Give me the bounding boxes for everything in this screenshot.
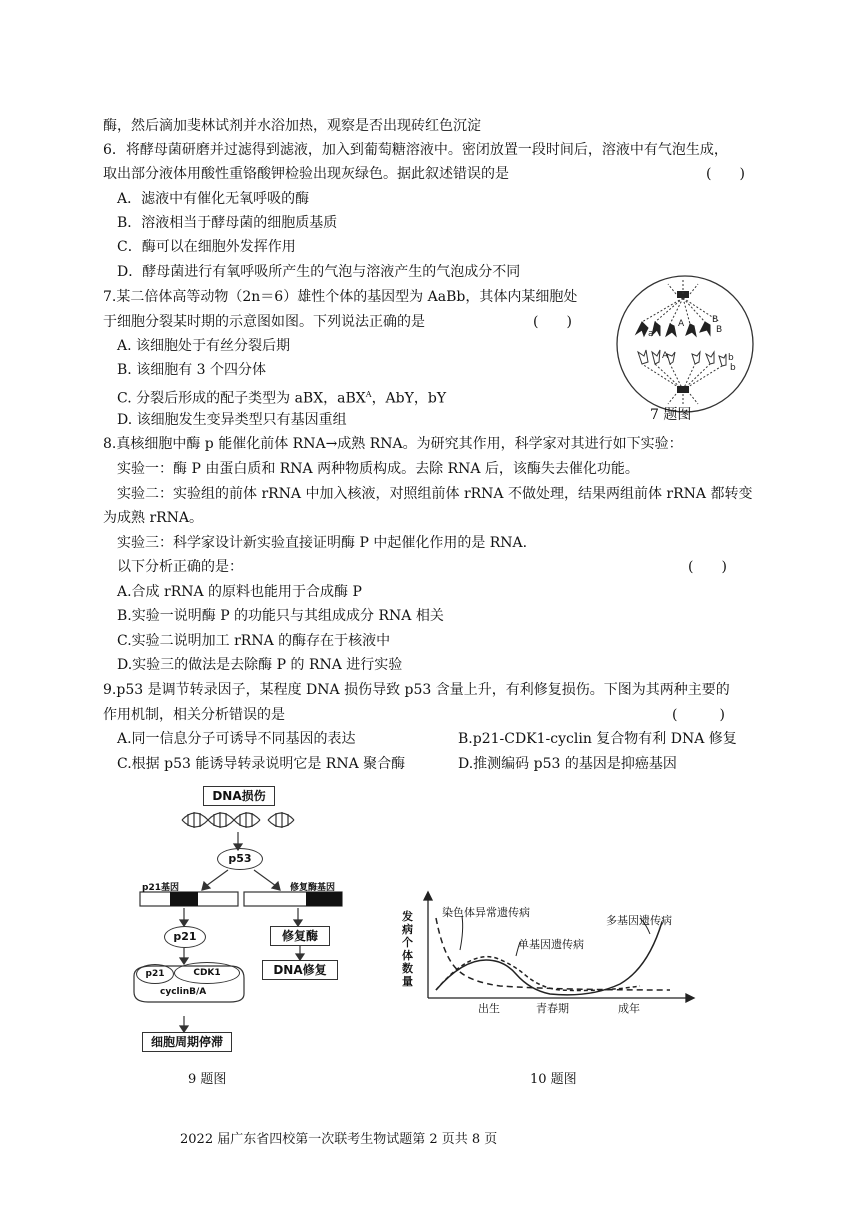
gene-label: B: [712, 315, 719, 325]
q9-stem: 9.p53 是调节转录因子，某程度 DNA 损伤导致 p53 含量上升，有利修复损伤。下图为其两种主要的: [103, 682, 730, 698]
q9-stem: 作用机制，相关分析错误的是: [103, 707, 285, 723]
q6-stem: 取出部分液体用酸性重铬酸钾检验出现灰绿色。据此叙述错误的是: [103, 166, 509, 182]
cyclin-label: cyclinB/A: [160, 987, 207, 997]
answer-bracket: ( ): [533, 314, 572, 330]
answer-bracket: ( ): [672, 707, 725, 723]
q7-option-a: A. 该细胞处于有丝分裂后期: [117, 338, 291, 354]
p21-subunit: p21: [136, 964, 174, 984]
gene-label: a: [648, 329, 654, 339]
x-tick-birth: 出生: [478, 1002, 500, 1015]
q7-option-c: C. 分裂后形成的配子类型为 aBX，aBX$^A$，AbY，bY: [117, 390, 447, 407]
q7-stem: 7.某二倍体高等动物（2n＝6）雄性个体的基因型为 AaBb，其体内某细胞处: [103, 289, 578, 305]
gene-label: A: [662, 351, 669, 361]
cell-cycle-arrest-box: 细胞周期停滞: [142, 1032, 232, 1052]
q6-option-d: D．酵母菌进行有氧呼吸所产生的气泡与溶液产生的气泡成分不同: [117, 264, 521, 280]
cell-division-svg: [610, 272, 760, 422]
q7-option-d: D. 该细胞发生变异类型只有基因重组: [117, 412, 347, 428]
y-axis-label: 发病个体数量: [402, 910, 413, 988]
figure-9-caption: 9 题图: [188, 1072, 227, 1087]
p21-node: p21: [164, 926, 206, 948]
question-text-line: 酶，然后滴加斐林试剂并水浴加热，观察是否出现砖红色沉淀: [103, 118, 481, 134]
q6-option-c: C．酶可以在细胞外发挥作用: [117, 239, 296, 255]
chromosomal-disorder-curve: [436, 918, 670, 990]
q9-option-b: B.p21-CDK1-cyclin 复合物有利 DNA 修复: [458, 731, 737, 747]
figure-9-p53-pathway: [120, 780, 380, 1050]
repair-enzyme-box: 修复酶: [270, 926, 330, 946]
q8-option-c: C.实验二说明加工 rRNA 的酶存在于核液中: [117, 633, 391, 649]
q8-option-a: A.合成 rRNA 的原料也能用于合成酶 P: [117, 584, 362, 600]
single-gene-disorder-curve: [436, 957, 640, 991]
pathway-lines: [120, 780, 380, 1050]
dna-repair-box: DNA修复: [262, 960, 338, 980]
x-tick-puberty: 青春期: [536, 1002, 569, 1015]
q8-prompt: 以下分析正确的是：: [117, 559, 243, 575]
series-label-single-gene: 单基因遗传病: [518, 938, 584, 951]
p21-gene-label: p21基因: [142, 883, 179, 893]
q8-option-b: B.实验一说明酶 P 的功能只与其组成成分 RNA 相关: [117, 608, 444, 624]
q7-option-b: B. 该细胞有 3 个四分体: [117, 362, 266, 378]
answer-bracket: ( ): [688, 559, 727, 575]
series-label-multigene: 多基因遗传病: [606, 914, 672, 927]
dna-helix-icon: [182, 812, 294, 828]
gene-label: B: [716, 325, 723, 335]
q8-experiment-2: 实验二：实验组的前体 rRNA 中加入核液，对照组前体 rRNA 不做处理，结果两组前体 rRNA 都转变: [117, 486, 753, 502]
page-footer: 2022 届广东省四校第一次联考生物试题第 2 页共 8 页: [180, 1132, 498, 1147]
gene-label: A: [678, 319, 685, 329]
q9-option-a: A.同一信息分子可诱导不同基因的表达: [117, 731, 356, 747]
q9-option-c: C.根据 p53 能诱导转录说明它是 RNA 聚合酶: [117, 756, 406, 772]
figure-7-cell-diagram: [610, 272, 760, 422]
q6-option-a: A．滤液中有催化无氧呼吸的酶: [117, 191, 310, 207]
q8-experiment-1: 实验一：酶 P 由蛋白质和 RNA 两种物质构成。去除 RNA 后，该酶失去催化功能。: [117, 461, 639, 477]
q6-stem: 6．将酵母菌研磨并过滤得到滤液，加入到葡萄糖溶液中。密闭放置一段时间后，溶液中有气泡生成，: [103, 142, 728, 158]
figure-7-caption: 7 题图: [650, 407, 692, 423]
p53-node: p53: [217, 848, 263, 870]
dna-damage-box: DNA损伤: [203, 786, 275, 806]
q9-option-d: D.推测编码 p53 的基因是抑癌基因: [458, 756, 677, 772]
gene-label: b: [730, 363, 736, 373]
x-tick-adulthood: 成年: [618, 1002, 640, 1015]
q8-experiment-2: 为成熟 rRNA。: [103, 510, 204, 526]
q8-option-d: D.实验三的做法是去除酶 P 的 RNA 进行实验: [117, 657, 403, 673]
figure-10-incidence-chart: [400, 890, 700, 1020]
multigene-disorder-curve: [436, 922, 662, 995]
q6-option-b: B．溶液相当于酵母菌的细胞质基质: [117, 215, 338, 231]
series-label-chromosomal: 染色体异常遗传病: [442, 906, 530, 919]
answer-bracket: ( ): [706, 166, 745, 182]
figure-10-caption: 10 题图: [530, 1072, 577, 1087]
q8-experiment-3: 实验三：科学家设计新实验直接证明酶 P 中起催化作用的是 RNA.: [117, 535, 528, 551]
cdk1-subunit: CDK1: [174, 962, 240, 984]
repair-gene-label: 修复酶基因: [290, 883, 336, 893]
gene-label: b: [728, 353, 734, 363]
centriole: [677, 386, 689, 393]
q8-stem: 8.真核细胞中酶 p 能催化前体 RNA→成熟 RNA。为研究其作用，科学家对其进行如下实验：: [103, 436, 683, 452]
q7-stem: 于细胞分裂某时期的示意图如图。下列说法正确的是: [103, 314, 425, 330]
